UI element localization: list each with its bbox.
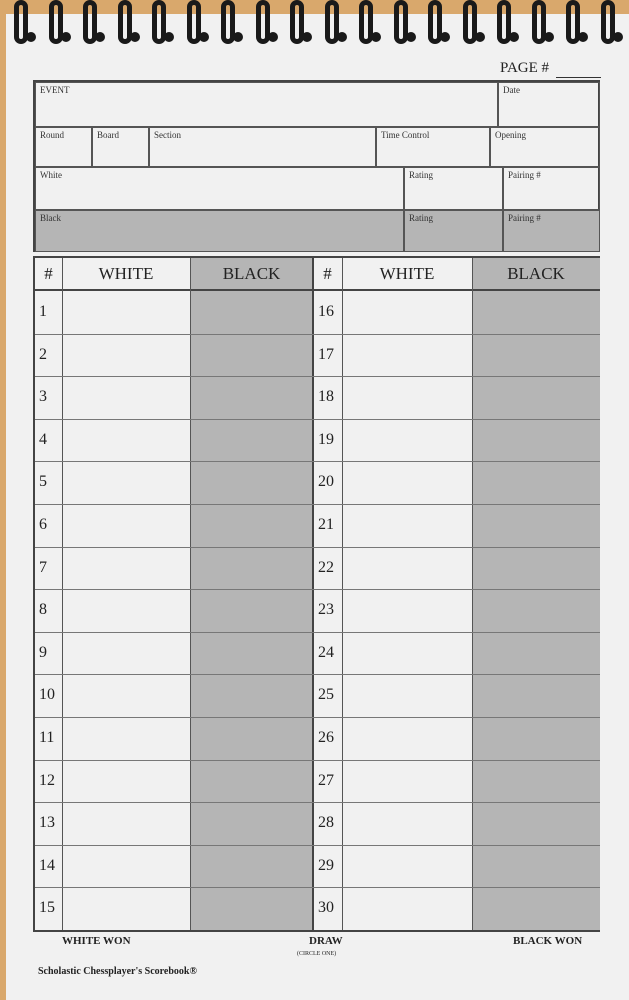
black-move-cell-right[interactable] bbox=[473, 718, 599, 759]
black-move-cell-right[interactable] bbox=[473, 590, 599, 631]
white-move-cell-right[interactable] bbox=[343, 590, 471, 631]
black-move-cell-left[interactable] bbox=[191, 505, 312, 546]
opening-label: Opening bbox=[495, 130, 526, 140]
black-move-cell-left[interactable] bbox=[191, 420, 312, 461]
move-number-right: 27 bbox=[318, 771, 334, 789]
event-label: EVENT bbox=[40, 85, 70, 95]
white-move-cell-left[interactable] bbox=[63, 420, 189, 461]
black-move-cell-right[interactable] bbox=[473, 633, 599, 674]
white-move-cell-right[interactable] bbox=[343, 548, 471, 589]
white-move-cell-right[interactable] bbox=[343, 803, 471, 844]
white-move-cell-left[interactable] bbox=[63, 718, 189, 759]
move-number-left: 11 bbox=[39, 729, 55, 746]
move-number-right: 24 bbox=[318, 643, 334, 661]
black-player-field[interactable] bbox=[35, 210, 404, 252]
black-pairing-field[interactable] bbox=[503, 210, 600, 252]
move-number-left: 2 bbox=[39, 345, 47, 363]
punch-hole bbox=[475, 32, 485, 42]
game-info-block bbox=[33, 80, 600, 252]
move-number-left: 15 bbox=[39, 899, 55, 917]
brand-footer: Scholastic Chessplayer's Scorebook® bbox=[38, 966, 197, 977]
move-number-right: 26 bbox=[318, 729, 334, 746]
page-number-line[interactable] bbox=[556, 77, 601, 78]
move-number-right: 18 bbox=[318, 388, 334, 406]
white-move-cell-left[interactable] bbox=[63, 462, 189, 503]
circle-one-note: (CIRCLE ONE) bbox=[297, 951, 337, 957]
white-move-cell-right[interactable] bbox=[343, 420, 471, 461]
white-rating-label: Rating bbox=[409, 170, 433, 180]
punch-hole bbox=[302, 32, 312, 42]
draw-option[interactable]: DRAW bbox=[309, 935, 343, 947]
move-number-left: 3 bbox=[39, 388, 47, 406]
white-move-cell-right[interactable] bbox=[343, 292, 471, 333]
page-number-label: PAGE # bbox=[500, 60, 550, 76]
white-move-cell-left[interactable] bbox=[63, 590, 189, 631]
black-move-cell-right[interactable] bbox=[473, 335, 599, 376]
black-move-cell-left[interactable] bbox=[191, 675, 312, 716]
punch-hole bbox=[544, 32, 554, 42]
board-label: Board bbox=[97, 130, 119, 140]
punch-hole bbox=[61, 32, 71, 42]
white-won-option[interactable]: WHITE WON bbox=[62, 935, 131, 947]
white-move-cell-left[interactable] bbox=[63, 505, 189, 546]
black-move-cell-left[interactable] bbox=[191, 590, 312, 631]
opening-field[interactable] bbox=[490, 127, 600, 167]
white-pairing-field[interactable] bbox=[503, 167, 600, 210]
section-field[interactable] bbox=[149, 127, 376, 167]
black-move-cell-right[interactable] bbox=[473, 505, 599, 546]
move-number-left: 8 bbox=[39, 601, 47, 619]
event-field[interactable] bbox=[35, 82, 498, 127]
section-label: Section bbox=[154, 130, 181, 140]
white-move-cell-right[interactable] bbox=[343, 377, 471, 418]
punch-hole bbox=[509, 32, 519, 42]
punch-hole bbox=[371, 32, 381, 42]
black-move-cell-right[interactable] bbox=[473, 377, 599, 418]
white-move-cell-right[interactable] bbox=[343, 718, 471, 759]
black-player-label: Black bbox=[40, 213, 61, 223]
move-number-right: 16 bbox=[318, 303, 334, 320]
move-number-left: 12 bbox=[39, 771, 55, 789]
white-move-cell-right[interactable] bbox=[343, 505, 471, 546]
black-move-cell-right[interactable] bbox=[473, 462, 599, 503]
move-number-right: 28 bbox=[318, 814, 334, 832]
black-won-option[interactable]: BLACK WON bbox=[513, 935, 583, 947]
white-move-cell-left[interactable] bbox=[63, 846, 189, 887]
white-move-cell-right[interactable] bbox=[343, 846, 471, 887]
time-control-field[interactable] bbox=[376, 127, 490, 167]
black-move-cell-right[interactable] bbox=[473, 675, 599, 716]
black-move-cell-right[interactable] bbox=[473, 292, 599, 333]
white-move-cell-left[interactable] bbox=[63, 761, 189, 802]
punch-hole bbox=[337, 32, 347, 42]
punch-hole bbox=[199, 32, 209, 42]
move-number-left: 14 bbox=[39, 856, 55, 874]
black-move-cell-right[interactable] bbox=[473, 846, 599, 887]
black-pairing-label: Pairing # bbox=[508, 213, 541, 223]
white-move-cell-right[interactable] bbox=[343, 675, 471, 716]
black-move-cell-right[interactable] bbox=[473, 761, 599, 802]
round-field[interactable] bbox=[35, 127, 92, 167]
divider bbox=[312, 258, 314, 930]
move-number-left: 9 bbox=[39, 643, 47, 661]
black-move-cell-left[interactable] bbox=[191, 761, 312, 802]
black-move-cell-left[interactable] bbox=[191, 292, 312, 333]
punch-hole bbox=[26, 32, 36, 42]
move-number-left: 10 bbox=[39, 686, 55, 704]
black-move-cell-left[interactable] bbox=[191, 846, 312, 887]
move-number-left: 5 bbox=[39, 473, 47, 491]
punch-hole bbox=[130, 32, 140, 42]
black-move-cell-left[interactable] bbox=[191, 462, 312, 503]
punch-hole bbox=[578, 32, 588, 42]
round-label: Round bbox=[40, 130, 65, 140]
white-move-cell-left[interactable] bbox=[63, 803, 189, 844]
punch-hole bbox=[440, 32, 450, 42]
white-move-cell-right[interactable] bbox=[343, 633, 471, 674]
white-move-cell-left[interactable] bbox=[63, 633, 189, 674]
move-number-left: 1 bbox=[39, 303, 47, 320]
black-move-cell-left[interactable] bbox=[191, 718, 312, 759]
white-move-cell-right[interactable] bbox=[343, 761, 471, 802]
num-header-left: # bbox=[35, 258, 62, 291]
black-move-cell-right[interactable] bbox=[473, 548, 599, 589]
move-number-left: 13 bbox=[39, 814, 55, 832]
white-move-cell-right[interactable] bbox=[343, 462, 471, 503]
white-move-cell-left[interactable] bbox=[63, 888, 189, 929]
move-number-right: 17 bbox=[318, 345, 334, 363]
num-header-right: # bbox=[313, 258, 342, 291]
punch-hole bbox=[613, 32, 623, 42]
move-number-right: 23 bbox=[318, 601, 334, 619]
punch-hole bbox=[233, 32, 243, 42]
move-number-left: 7 bbox=[39, 558, 47, 576]
white-move-cell-left[interactable] bbox=[63, 548, 189, 589]
punch-hole bbox=[406, 32, 416, 42]
date-label: Date bbox=[503, 85, 520, 95]
white-move-cell-left[interactable] bbox=[63, 675, 189, 716]
time-control-label: Time Control bbox=[381, 130, 430, 140]
white-move-cell-left[interactable] bbox=[63, 377, 189, 418]
move-number-right: 22 bbox=[318, 558, 334, 576]
black-move-cell-right[interactable] bbox=[473, 803, 599, 844]
black-header-right: BLACK bbox=[472, 258, 600, 291]
move-number-left: 4 bbox=[39, 430, 47, 448]
white-pairing-label: Pairing # bbox=[508, 170, 541, 180]
black-move-cell-left[interactable] bbox=[191, 803, 312, 844]
move-number-right: 25 bbox=[318, 686, 334, 704]
white-header-right: WHITE bbox=[342, 258, 472, 291]
black-move-cell-right[interactable] bbox=[473, 420, 599, 461]
white-player-field[interactable] bbox=[35, 167, 404, 210]
board-field[interactable] bbox=[92, 127, 149, 167]
move-number-right: 30 bbox=[318, 899, 334, 917]
white-move-cell-right[interactable] bbox=[343, 335, 471, 376]
date-field[interactable] bbox=[498, 82, 600, 127]
move-number-right: 19 bbox=[318, 430, 334, 448]
black-rating-label: Rating bbox=[409, 213, 433, 223]
white-move-cell-right[interactable] bbox=[343, 888, 471, 929]
move-number-right: 21 bbox=[318, 516, 334, 533]
white-player-label: White bbox=[40, 170, 62, 180]
spiral-binding bbox=[0, 0, 629, 48]
black-move-cell-right[interactable] bbox=[473, 888, 599, 929]
black-move-cell-left[interactable] bbox=[191, 377, 312, 418]
black-rating-field[interactable] bbox=[404, 210, 503, 252]
white-move-cell-left[interactable] bbox=[63, 335, 189, 376]
move-number-left: 6 bbox=[39, 516, 47, 533]
white-rating-field[interactable] bbox=[404, 167, 503, 210]
move-number-right: 29 bbox=[318, 856, 334, 874]
move-number-right: 20 bbox=[318, 473, 334, 491]
black-move-cell-left[interactable] bbox=[191, 633, 312, 674]
punch-hole bbox=[268, 32, 278, 42]
black-header-left: BLACK bbox=[190, 258, 313, 291]
black-move-cell-left[interactable] bbox=[191, 335, 312, 376]
black-move-cell-left[interactable] bbox=[191, 888, 312, 929]
white-header-left: WHITE bbox=[62, 258, 190, 291]
white-move-cell-left[interactable] bbox=[63, 292, 189, 333]
move-grid bbox=[33, 256, 600, 932]
punch-hole bbox=[95, 32, 105, 42]
punch-hole bbox=[164, 32, 174, 42]
black-move-cell-left[interactable] bbox=[191, 548, 312, 589]
